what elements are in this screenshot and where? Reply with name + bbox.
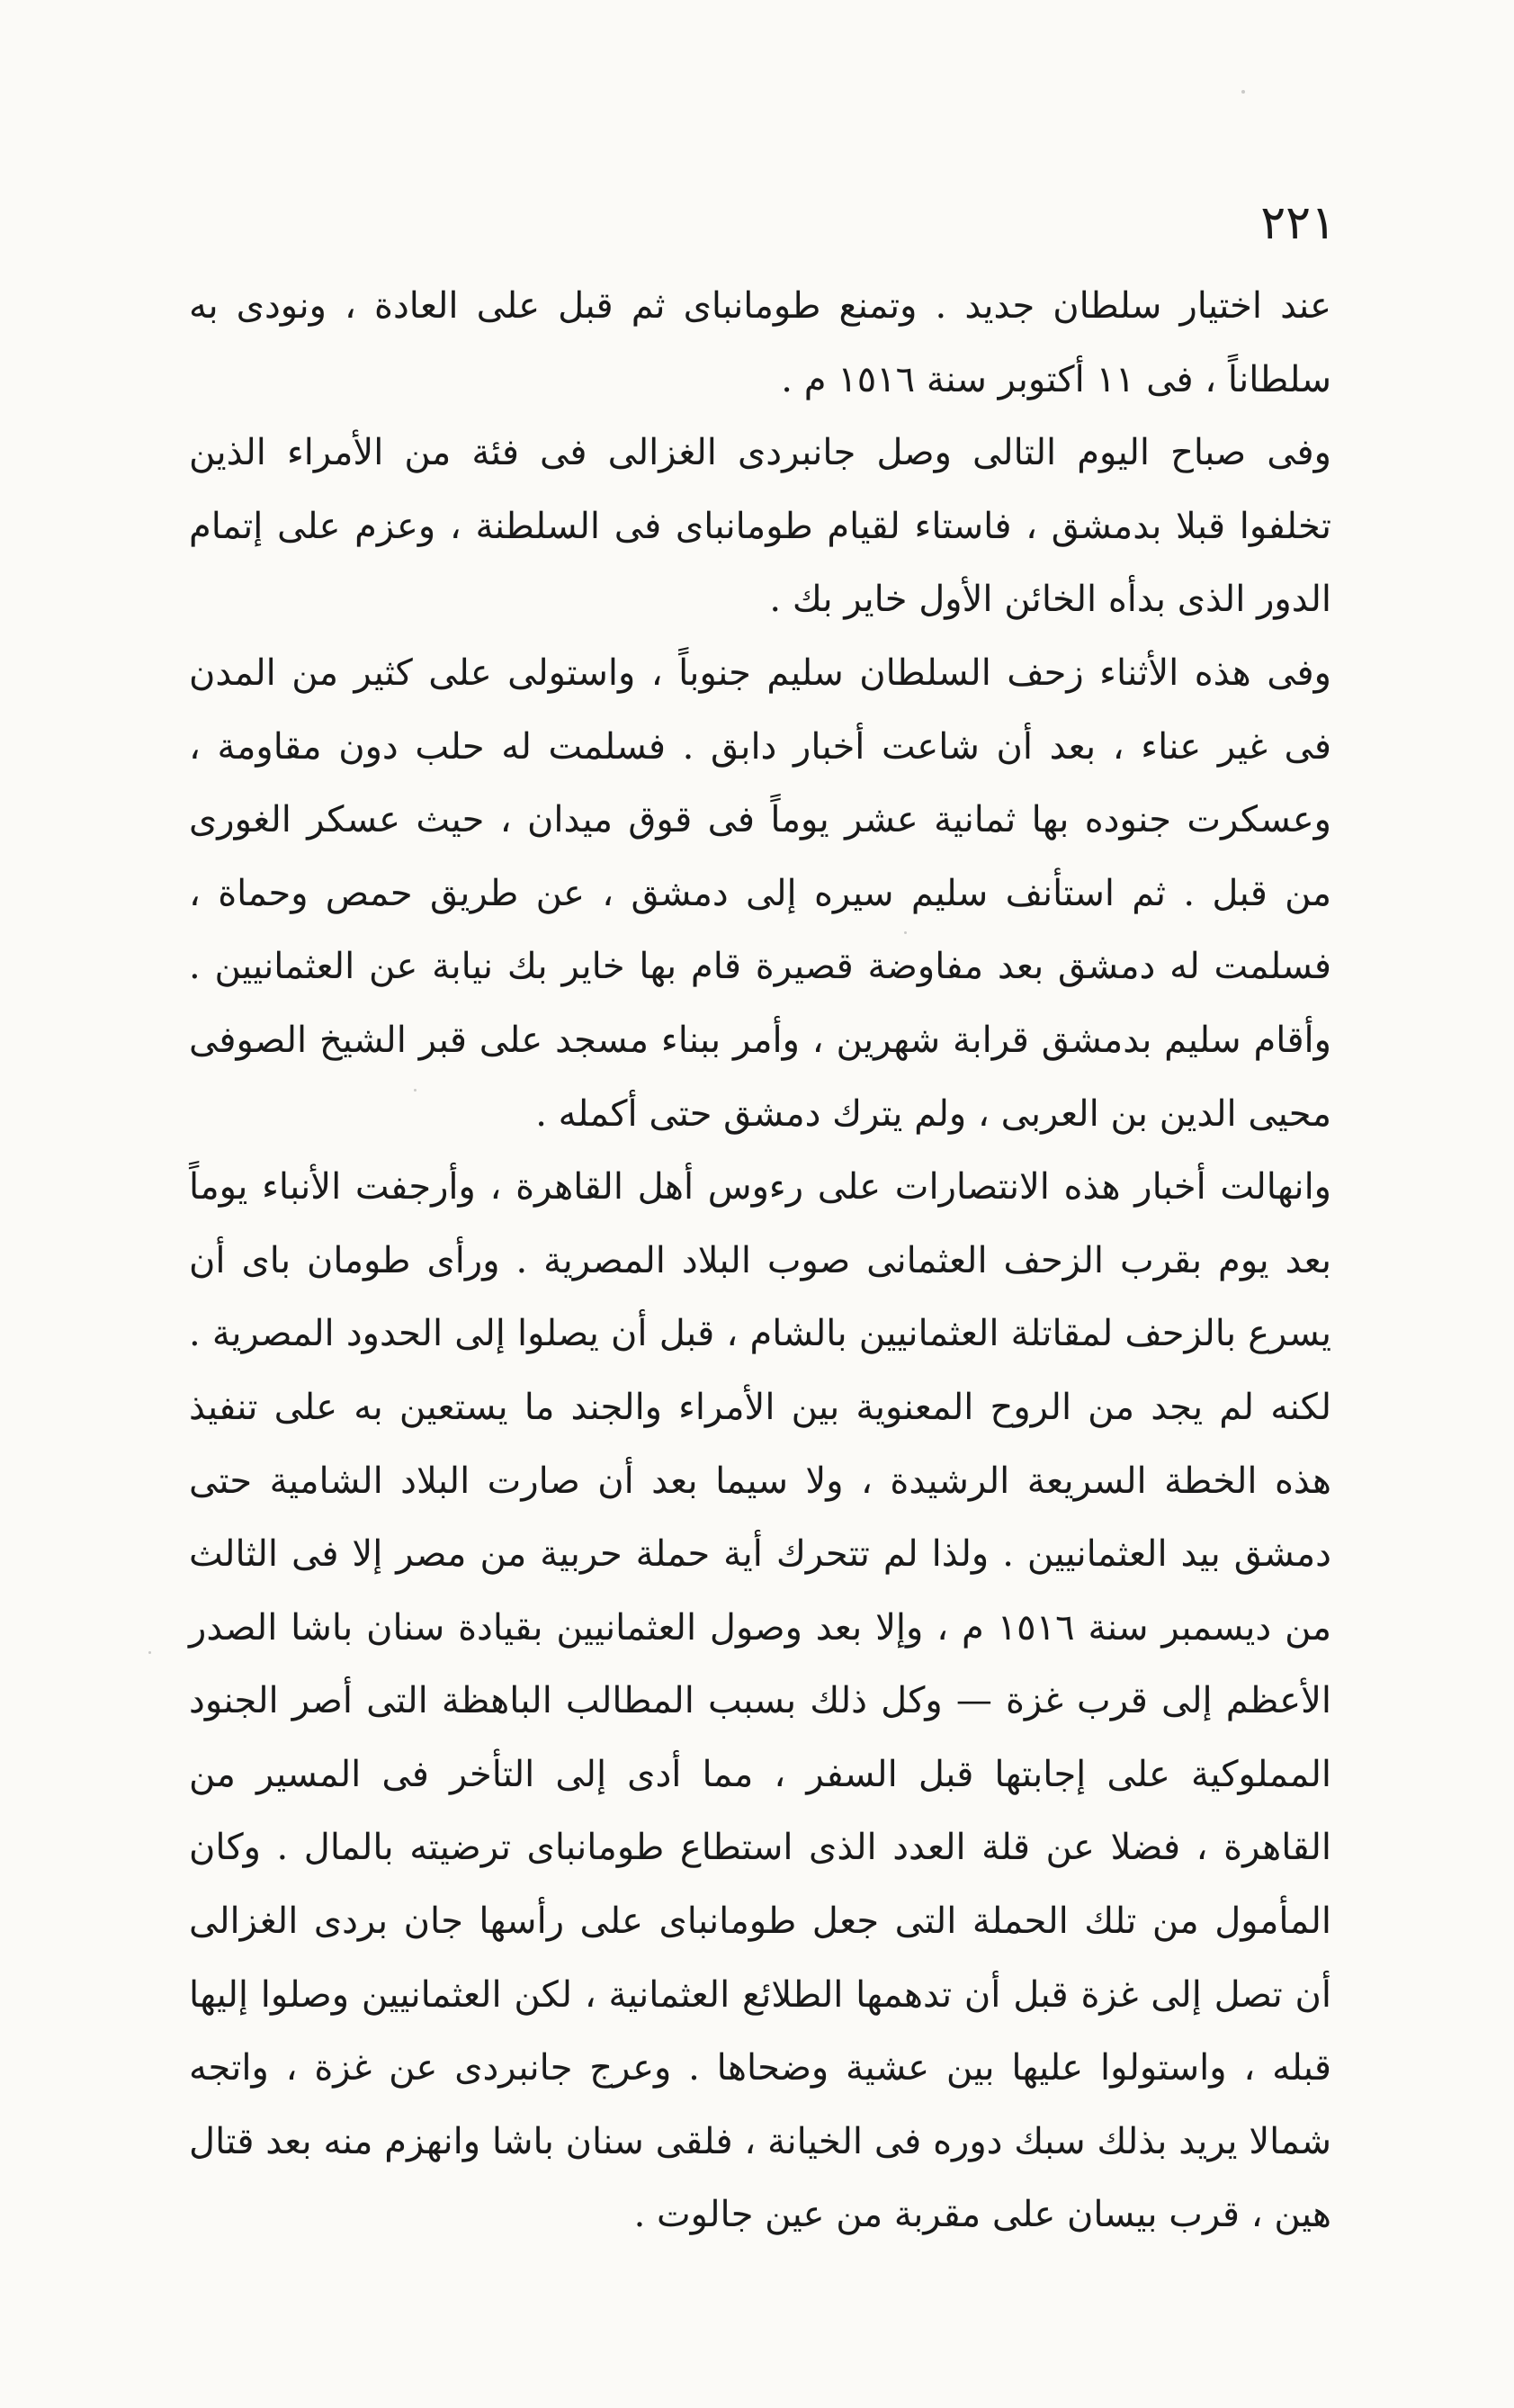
page-number: ٢٢١	[1260, 196, 1336, 250]
paragraph-1: عند اختيار سلطان جديد . وتمنع طومانباى ثم قبل على العادة ، ونودى به سلطاناً ، فى ١١ أكتوبر سنة ١٥١٦ م .	[189, 285, 1331, 400]
paragraph-2: وفى صباح اليوم التالى وصل جانبردى الغزالى فى فئة من الأمراء الذين تخلفوا قبلا بدمشق ، فاستاء لقيام طومانباى فى السلطنة ، وعزم على إتمام الدور الذى بدأه الخائن الأول خاير بك .	[189, 432, 1331, 621]
paragraph-3: وفى هذه الأثناء زحف السلطان سليم جنوباً ، واستولى على كثير من المدن فى غير عناء ، بعد أن شاعت أخبار دابق . فسلمت له حلب دون مقاومة ، وعسكرت جنوده بها ثمانية عشر يوماً فى قوق ميدان ، حيث عسكر الغورى من قبل . ثم استأنف سليم سيره إلى دمشق ، عن طريق حمص وحماة ، فسلمت له دمشق بعد مفاوضة قصيرة قام بها خاير بك نيابة عن العثمانيين . وأقام سليم بدمشق قرابة شهرين ، وأمر ببناء مسجد على قبر الشيخ الصوفى محيى الدين بن العربى ، ولم يترك دمشق حتى أكمله .	[189, 651, 1331, 1135]
scan-speck	[414, 1089, 417, 1092]
scan-speck	[904, 931, 907, 934]
paragraph-4: وانهالت أخبار هذه الانتصارات على رءوس أهل القاهرة ، وأرجفت الأنباء يوماً بعد يوم بقرب الزحف العثمانى صوب البلاد المصرية . ورأى طومان باى أن يسرع بالزحف لمقاتلة العثمانيين بالشام ، قبل أن يصلوا إلى الحدود المصرية . لكنه لم يجد من الروح المعنوية بين الأمراء والجند ما يستعين به على تنفيذ هذه الخطة السريعة الرشيدة ، ولا سيما بعد أن صارت البلاد الشامية حتى دمشق بيد العثمانيين . ولذا لم تتحرك أية حملة حربية من مصر إلا فى الثالث من ديسمبر سنة ١٥١٦ م ، وإلا بعد وصول العثمانيين بقيادة سنان باشا الصدر الأعظم إلى قرب غزة — وكل ذلك بسبب المطالب الباهظة التى أصر الجنود المملوكية على إجابتها قبل السفر ، مما أدى إلى التأخر فى المسير من القاهرة ، فضلا عن قلة العدد الذى استطاع طومانباى ترضيته بالمال . وكان المأمول من تلك الحملة التى جعل طومانباى على رأسها جان بردى الغزالى أن تصل إلى غزة قبل أن تدهمها الطلائع العثمانية ، لكن العثمانيين وصلوا إليها قبله ، واستولوا عليها بين عشية وضحاها . وعرج جانبردى عن غزة ، واتجه شمالا يريد بذلك سبك دوره فى الخيانة ، فلقى سنان باشا وانهزم منه بعد قتال هين ، قرب بيسان على مقربة من عين جالوت .	[189, 1166, 1332, 2236]
body-text	[189, 270, 1331, 2252]
scan-speck	[148, 1651, 151, 1654]
scan-speck	[1241, 90, 1245, 94]
